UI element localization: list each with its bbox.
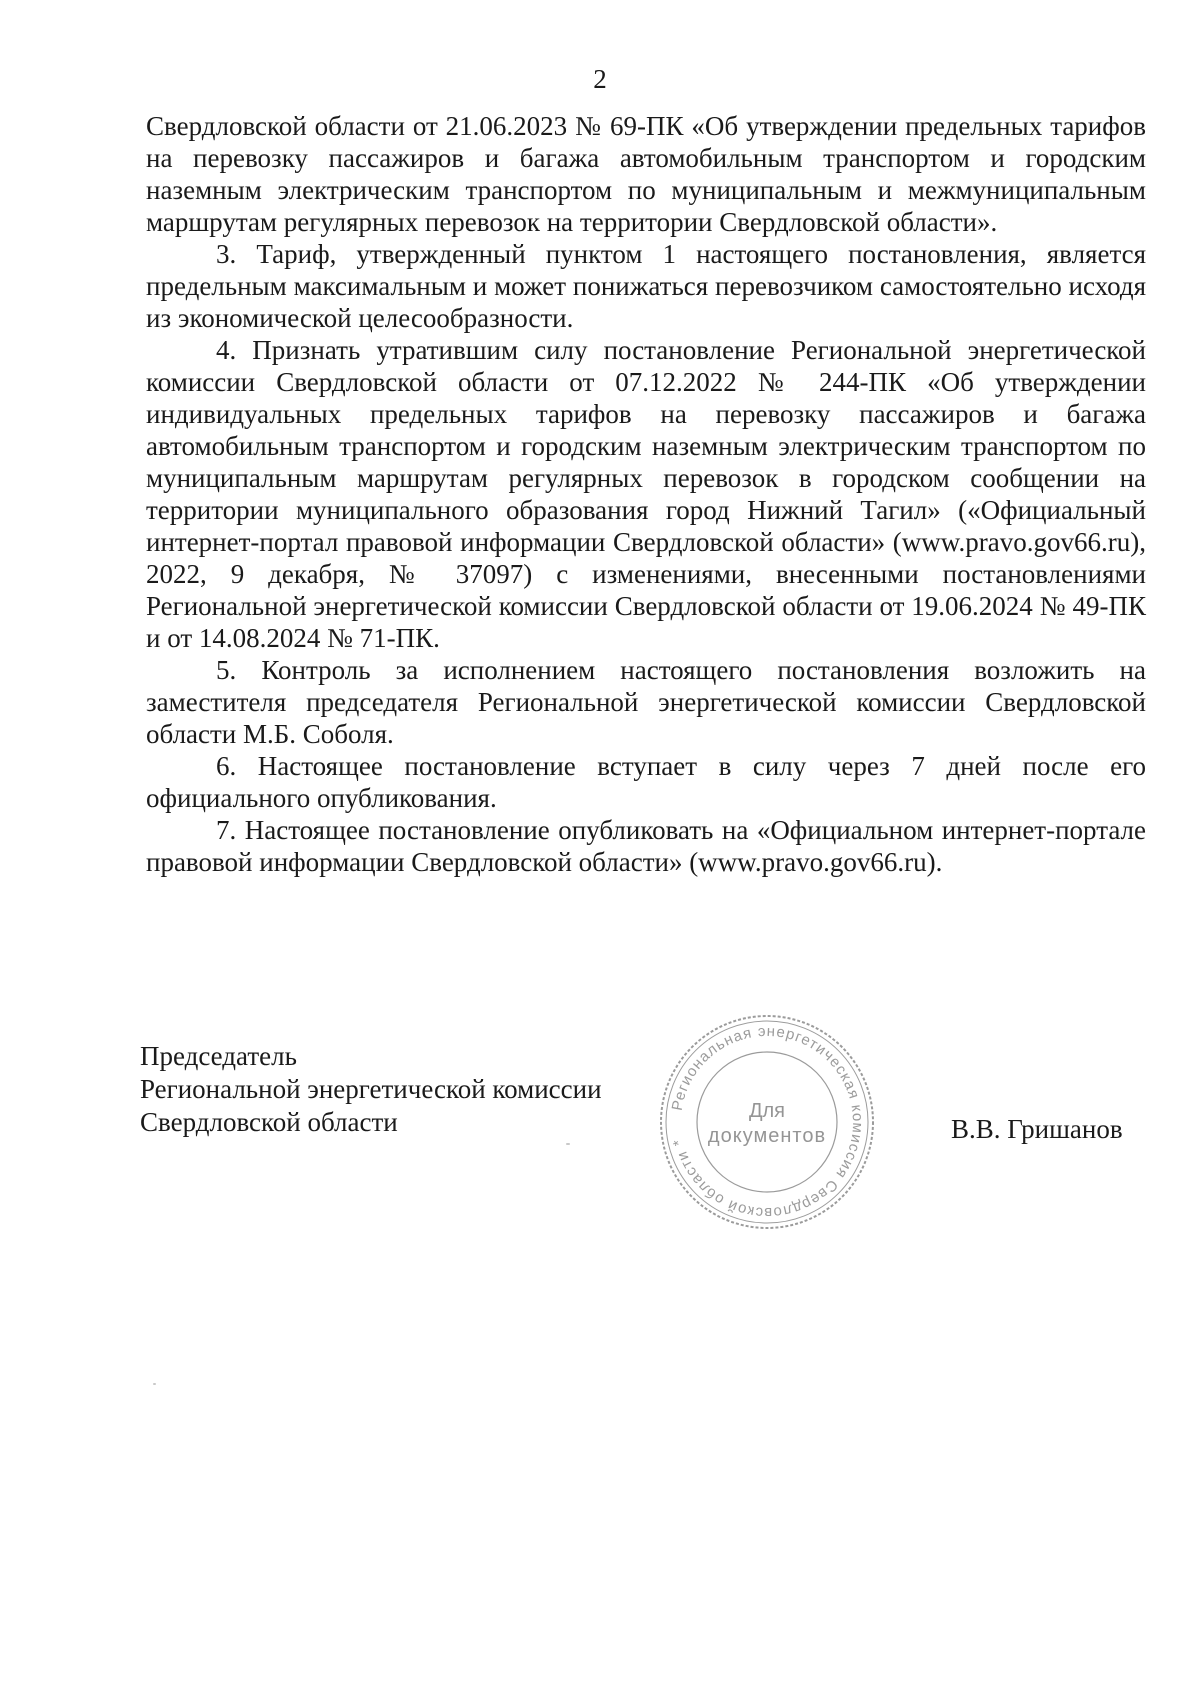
- signatory-title-line: Региональной энергетической комиссии: [140, 1074, 602, 1104]
- paragraph-continuation: Свердловской области от 21.06.2023 № 69-ПК «Об утверждении предельных тарифов на перевозку пассажиров и багажа автомобильным транспортом и городским наземным электрическим транспортом по муниципальным и межмуниципальным маршрутам регулярных перевозок на территории Свердловской области».: [146, 111, 1146, 237]
- document-body: [146, 110, 1146, 878]
- scan-speck: [153, 1383, 156, 1385]
- stamp-center-line: документов: [707, 1125, 827, 1147]
- signatory-title-line: Председатель: [140, 1041, 297, 1071]
- signatory-name: В.В. Гришанов: [951, 1114, 1123, 1144]
- signatory-title: [140, 1040, 602, 1139]
- paragraph-item-4: 4. Признать утратившим силу постановление Региональной энергетической комиссии Свердловской области от 07.12.2022 № 244-ПК «Об утверждении индивидуальных предельных тарифов на перевозку пассажиров и багажа автомобильным транспортом и городским наземным электрическим транспортом по муниципальным маршрутам регулярных перевозок в городском сообщении на территории муниципального образования город Нижний Тагил» («Официальный интернет-портал правовой информации Свердловской области» (www.pravo.gov66.ru), 2022, 9 декабря, № 37097) с изменениями, внесенными постановлениями Региональной энергетической комиссии Свердловской области от 19.06.2024 № 49-ПК и от 14.08.2024 № 71-ПК.: [146, 335, 1146, 653]
- stamp-seal-icon: [656, 1011, 878, 1233]
- paragraph-item-5: 5. Контроль за исполнением настоящего постановления возложить на заместителя председателя Региональной энергетической комиссии Свердловской области М.Б. Соболя.: [146, 655, 1146, 749]
- paragraph-item-6: 6. Настоящее постановление вступает в силу через 7 дней после его официального опубликования.: [146, 751, 1146, 813]
- official-stamp: [656, 1011, 878, 1233]
- signatory-title-line: Свердловской области: [140, 1107, 398, 1137]
- stamp-center-line: Для: [748, 1100, 786, 1122]
- paragraph-item-3: 3. Тариф, утвержденный пунктом 1 настоящего постановления, является предельным максимальным и может понижаться перевозчиком самостоятельно исходя из экономической целесообразности.: [146, 239, 1146, 333]
- scan-speck: [566, 1143, 570, 1145]
- page-number: 2: [593, 64, 607, 94]
- stamp-ring-text: Региональная энергетическая комиссия Свердловской области *: [668, 1022, 867, 1222]
- paragraph-item-7: 7. Настоящее постановление опубликовать на «Официальном интернет-портале правовой информации Свердловской области» (www.pravo.gov66.ru).: [146, 815, 1146, 877]
